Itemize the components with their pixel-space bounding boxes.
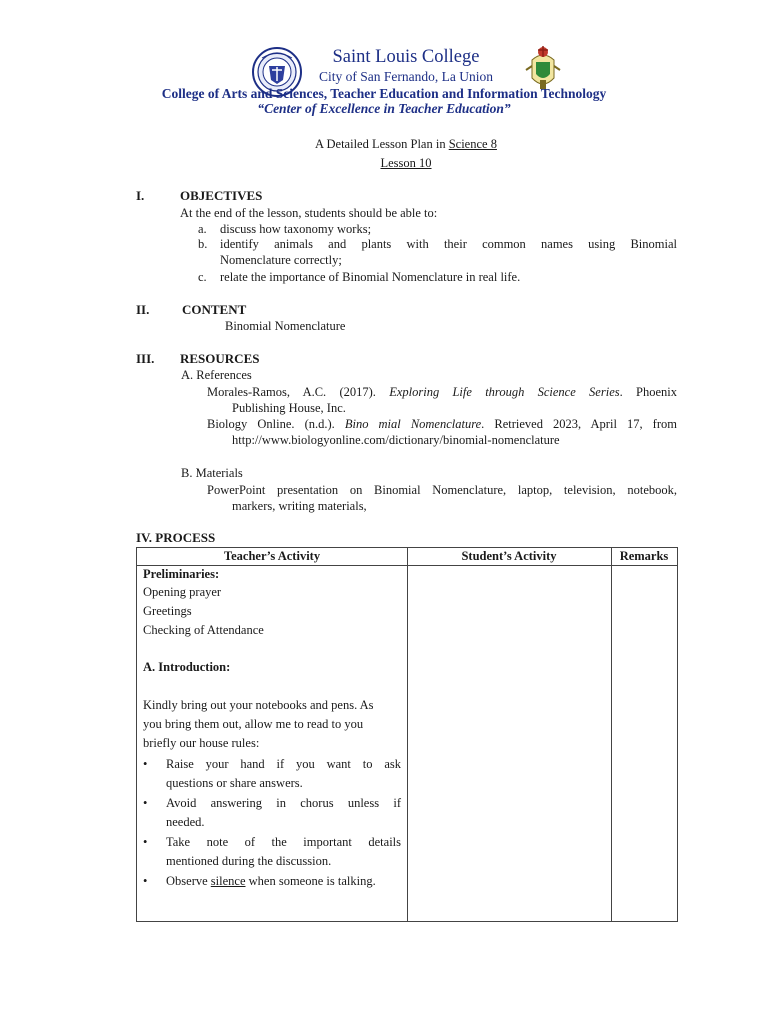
introduction-heading: A. Introduction:	[143, 660, 231, 674]
introduction-text: Kindly bring out your notebooks and pens. As	[143, 698, 374, 712]
school-name: Saint Louis College	[332, 47, 480, 67]
content-number: II.	[136, 302, 150, 317]
objectives-number: I.	[136, 188, 145, 203]
process-table	[136, 547, 678, 922]
preliminary-item: Opening prayer	[143, 585, 222, 599]
header-divider	[137, 565, 677, 566]
resources-number: III.	[136, 351, 155, 366]
bullet-icon: •	[143, 835, 148, 849]
reference-1-title: Exploring Life through Science Series	[389, 385, 620, 399]
plan-subject: Science 8	[448, 137, 497, 151]
preliminary-item: Checking of Attendance	[143, 623, 264, 637]
column-header-remarks: Remarks	[619, 549, 669, 563]
objective-item: relate the importance of Binomial Nomenclature in real life.	[220, 270, 521, 284]
introduction-text: briefly our house rules:	[143, 736, 260, 750]
objective-item: identify animals and plants with their common names using Binomial	[220, 237, 677, 251]
reference-1-continued: Publishing House, Inc.	[232, 401, 346, 415]
references-label: A. References	[181, 368, 252, 382]
objective-letter: c.	[198, 270, 207, 284]
plan-title: A Detailed Lesson Plan in Science 8	[315, 137, 497, 151]
introduction-text: you bring them out, allow me to read to you	[143, 717, 364, 731]
objective-item: discuss how taxonomy works;	[220, 222, 372, 236]
materials-list: PowerPoint presentation on Binomial Nomenclature, laptop, television, notebook,	[207, 483, 677, 497]
plan-lesson: Lesson 10	[380, 156, 432, 170]
column-divider	[407, 548, 408, 921]
content-heading: CONTENT	[182, 302, 247, 317]
reference-2-link[interactable]: http://www.biologyonline.com/dictionary/binomial-nomenclature	[232, 433, 560, 447]
column-header-student: Student’s Activity	[461, 549, 557, 563]
content-topic: Binomial Nomenclature	[225, 319, 346, 333]
house-rule: • Raise your hand if you want to ask questions or share answers.	[143, 757, 401, 790]
reference-2: Biology Online. (n.d.). Bino mial Nomenclature. Retrieved 2023, April 17, from	[207, 417, 677, 431]
resources-heading: RESOURCES	[180, 351, 260, 366]
column-header-teacher: Teacher’s Activity	[223, 549, 321, 563]
preliminary-item: Greetings	[143, 604, 192, 618]
house-rule: • Observe silence when someone is talking.	[143, 872, 401, 891]
objective-letter: a.	[198, 222, 207, 236]
bullet-icon: •	[143, 874, 148, 888]
process-heading: IV. PROCESS	[136, 530, 216, 545]
objectives-heading: OBJECTIVES	[180, 188, 263, 203]
objectives-intro: At the end of the lesson, students should be able to:	[180, 206, 438, 220]
bullet-icon: •	[143, 757, 148, 771]
school-city: City of San Fernando, La Union	[319, 69, 493, 84]
house-rule: • Take note of the important details mentioned during the discussion.	[143, 835, 401, 868]
objective-item-continued: Nomenclature correctly;	[220, 253, 342, 267]
reference-2-title: Bino mial Nomenclature	[344, 417, 482, 431]
college-name: College of Arts and Sciences, Teacher Education and Information Technology	[161, 86, 607, 101]
reference-1: Morales-Ramos, A.C. (2017). Exploring Life through Science Series. Phoenix	[207, 385, 677, 399]
school-motto: “Center of Excellence in Teacher Education”	[257, 101, 511, 116]
column-divider	[611, 548, 612, 921]
house-rule: • Avoid answering in chorus unless if needed.	[143, 796, 401, 829]
preliminaries-heading: Preliminaries:	[143, 567, 220, 581]
materials-list-continued: markers, writing materials,	[232, 499, 367, 513]
bullet-icon: •	[143, 796, 148, 810]
emphasized-word: silence	[210, 874, 246, 888]
objective-letter: b.	[198, 237, 208, 251]
materials-label: B. Materials	[181, 466, 243, 480]
